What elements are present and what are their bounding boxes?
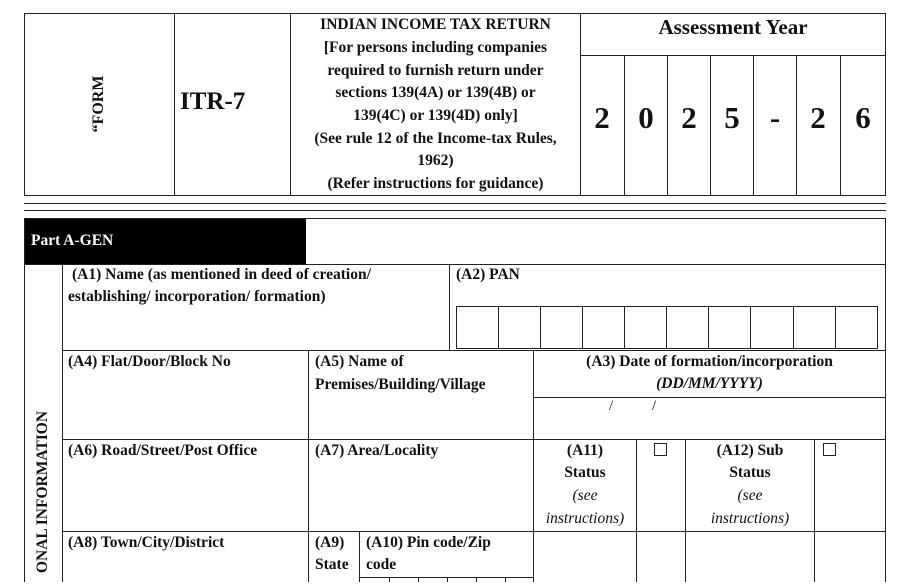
pan-input[interactable] — [456, 306, 878, 349]
form-title-line: 139(4C) or 139(4D) only] — [353, 107, 518, 124]
assessment-year-digit: 0 — [638, 100, 654, 135]
date-separator: / — [609, 398, 614, 414]
a3-date-label: (A3) Date of formation/incorporation — [586, 353, 833, 370]
date-separator: / — [652, 398, 657, 414]
a4-flat-label: (A4) Flat/Door/Block No — [68, 353, 231, 370]
assessment-year-digit: 2 — [810, 100, 826, 135]
assessment-year-digit: 2 — [681, 100, 697, 135]
a12-sub-status-checkbox[interactable] — [823, 443, 836, 456]
a3-date-format: (DD/MM/YYYY) — [656, 375, 763, 392]
form-word-label: “FORM — [90, 75, 107, 133]
a12-sub-status-note: (see — [737, 487, 763, 504]
a8-town-label: (A8) Town/City/District — [68, 534, 225, 551]
a6-road-label: (A6) Road/Street/Post Office — [68, 442, 258, 459]
a3-date-input[interactable] — [534, 398, 885, 438]
a1-name-label: establishing/ incorporation/ formation) — [68, 288, 326, 305]
a9-state-label: (A9) — [315, 534, 345, 551]
a12-sub-status-label: (A12) Sub — [716, 442, 784, 459]
a5-premises-label: (A5) Name of — [315, 353, 404, 370]
a10-pincode-label: (A10) Pin code/Zip — [366, 534, 491, 551]
a7-area-label: (A7) Area/Locality — [315, 442, 439, 459]
a1-name-label: (A1) Name (as mentioned in deed of creation/ — [72, 266, 371, 283]
a2-pan-label: (A2) PAN — [456, 266, 520, 283]
divider — [24, 203, 886, 204]
form-title-line: INDIAN INCOME TAX RETURN — [320, 16, 551, 33]
form-title-line: 1962) — [417, 152, 454, 169]
assessment-year-label: Assessment Year — [658, 15, 808, 39]
part-title: Part A-GEN — [31, 232, 114, 249]
form-title-line: (See rule 12 of the Income-tax Rules, — [314, 130, 557, 147]
a11-status-label: Status — [564, 464, 606, 481]
form-title-line: [For persons including companies — [323, 39, 548, 56]
form-title-line: required to furnish return under — [327, 62, 544, 79]
divider — [24, 210, 886, 211]
assessment-year-digit: 6 — [855, 100, 871, 135]
form-number: ITR-7 — [180, 88, 246, 115]
side-section-label: ONAL INFORMATION — [34, 410, 51, 574]
a12-sub-status-note: instructions) — [710, 510, 790, 527]
a12-sub-status-label: Status — [729, 464, 771, 481]
assessment-year-digit: - — [769, 100, 781, 135]
a10-pincode-label: code — [366, 556, 397, 573]
a9-state-label: State — [315, 556, 349, 573]
a11-status-note: instructions) — [545, 510, 625, 527]
a11-status-checkbox[interactable] — [654, 443, 667, 456]
a11-status-note: (see — [572, 487, 598, 504]
a5-premises-label: Premises/Building/Village — [315, 376, 486, 393]
form-title-line: (Refer instructions for guidance) — [327, 175, 544, 192]
assessment-year-digit: 2 — [594, 100, 610, 135]
assessment-year-digit: 5 — [724, 100, 740, 135]
form-title-line: sections 139(4A) or 139(4B) or — [335, 84, 536, 101]
a11-status-label: (A11) — [566, 442, 604, 459]
